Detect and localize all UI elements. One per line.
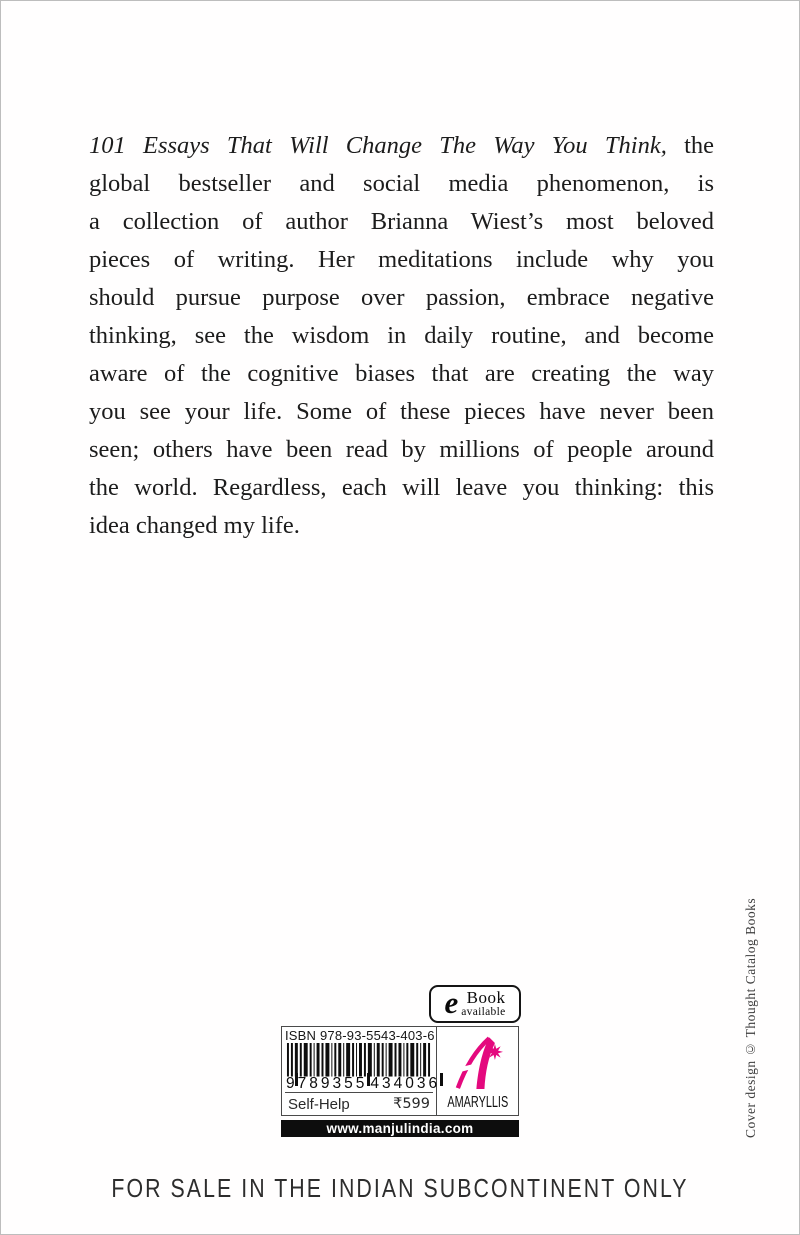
blurb-line: thinking, see the wisdom in daily routine, and become	[89, 322, 714, 349]
barcode-digit-group: 789355	[297, 1074, 368, 1092]
barcode-block	[281, 1026, 519, 1137]
blurb-line: idea changed my life.	[89, 512, 300, 539]
ebook-e-icon: e	[444, 984, 459, 1020]
cover-design-credit: Cover design © Thought Catalog Books	[743, 897, 758, 1138]
isbn-barcode-box	[281, 1026, 441, 1116]
barcode-digit-lead: 9	[286, 1074, 295, 1092]
blurb-line: you see your life. Some of these pieces have never been	[89, 398, 714, 425]
publisher-box	[437, 1026, 519, 1116]
ebook-available-badge	[429, 985, 521, 1023]
blurb-line: seen; others have been read by millions of people around	[89, 436, 714, 463]
sale-restriction-notice: FOR SALE IN THE INDIAN SUBCONTINENT ONLY	[111, 1173, 689, 1203]
blurb-line: aware of the cognitive biases that are creating the way	[89, 360, 714, 387]
blurb-line: should pursue purpose over passion, embrace negative	[89, 284, 714, 311]
category-label: Self-Help	[288, 1095, 350, 1113]
category-price-row	[285, 1092, 433, 1115]
barcode-digits	[285, 1074, 441, 1093]
blurb-text: the	[666, 132, 714, 159]
book-title-italic: 101 Essays That Will Change The Way You Think,	[89, 132, 667, 159]
ean13-barcode-icon	[285, 1043, 433, 1077]
isbn-label: ISBN 978-93-5543-403-6	[285, 1028, 435, 1043]
barcode-guard-bar	[440, 1073, 443, 1086]
publisher-website-bar: www.manjulindia.com	[281, 1120, 519, 1137]
blurb-line: global bestseller and social media phenomenon, is	[89, 170, 714, 197]
ebook-available-label: available	[461, 1006, 506, 1019]
barcode-row	[281, 1026, 519, 1116]
barcode-digit-group: 434036	[370, 1074, 441, 1092]
blurb-line: a collection of author Brianna Wiest’s most beloved	[89, 208, 714, 235]
blurb-line	[89, 127, 714, 165]
blurb-line: pieces of writing. Her meditations include why you	[89, 246, 714, 273]
ebook-word: Book	[466, 988, 506, 1008]
price-label: ₹599	[393, 1096, 430, 1113]
blurb-line: the world. Regardless, each will leave you thinking: this	[89, 474, 714, 501]
ebook-badge-text	[461, 989, 505, 1019]
book-blurb	[89, 127, 714, 545]
amaryllis-logo-icon	[450, 1035, 506, 1093]
publisher-name: AMARYLLIS	[447, 1094, 508, 1111]
